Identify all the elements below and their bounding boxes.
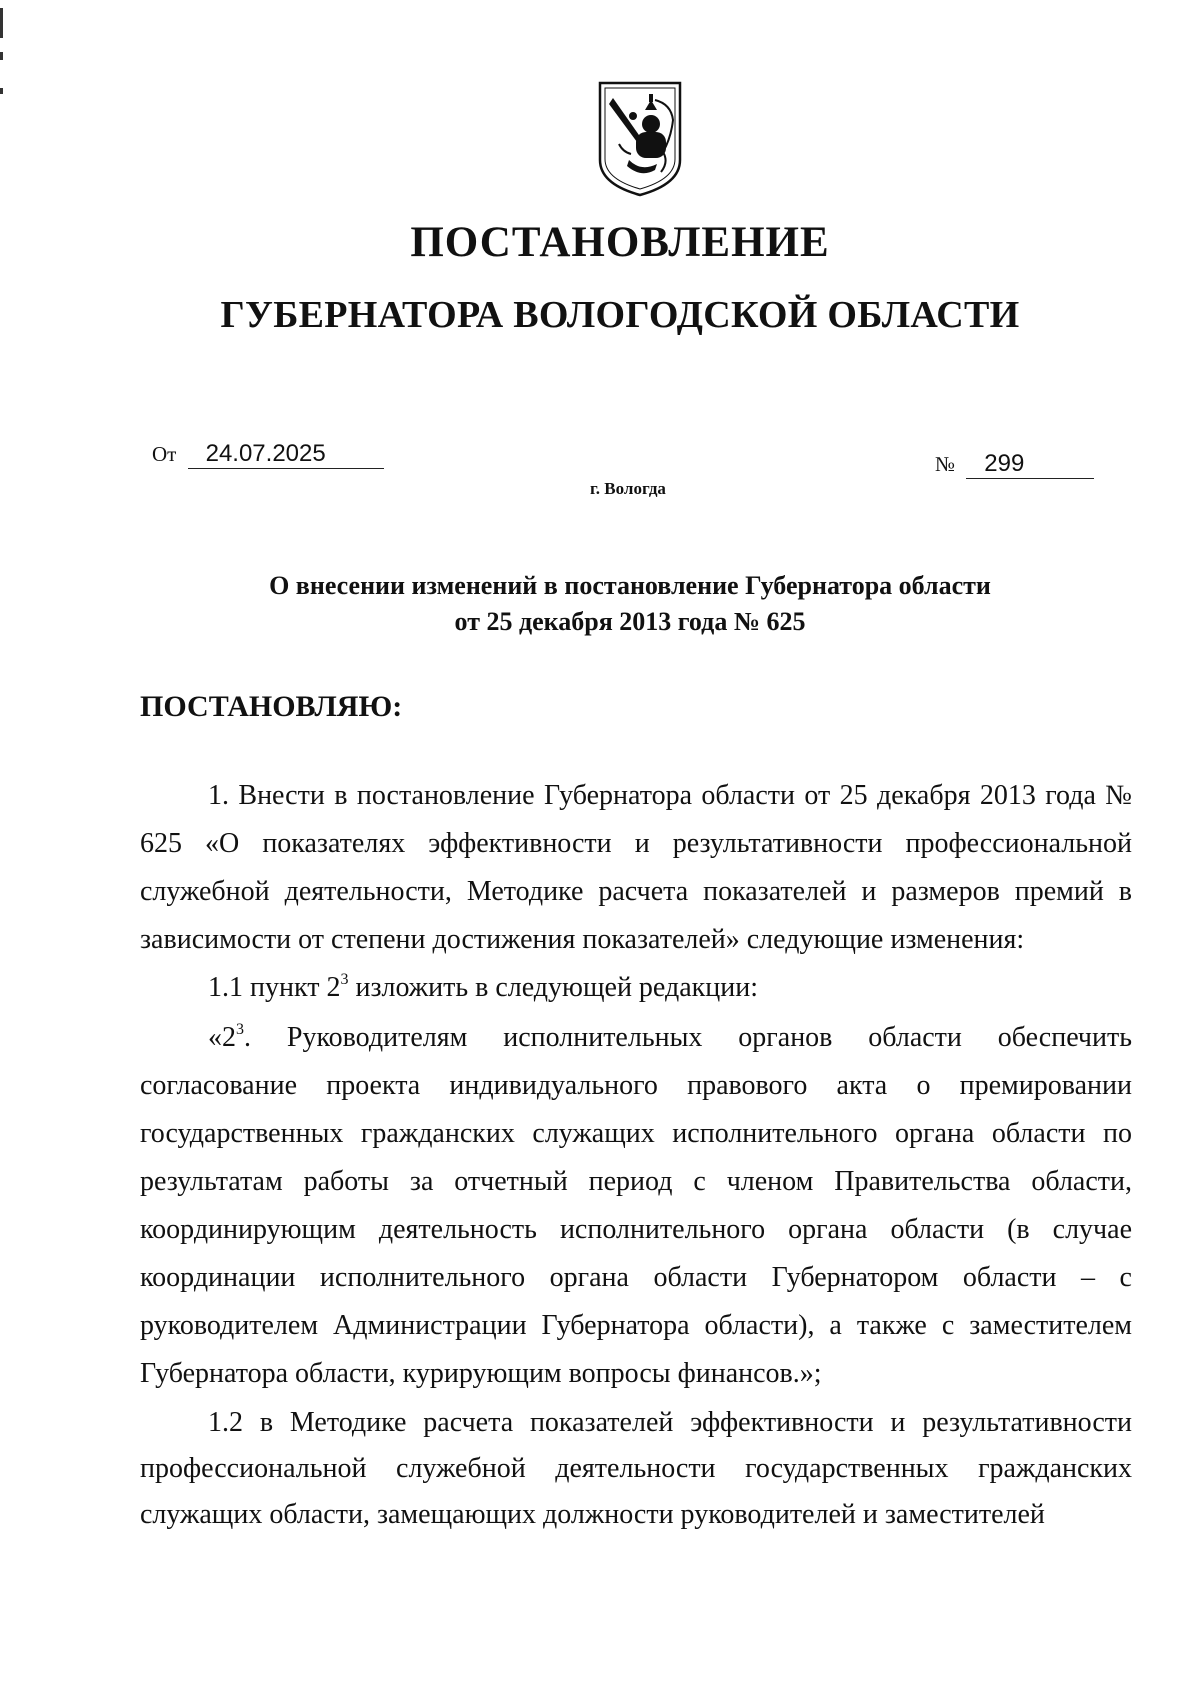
number-field [935,450,1094,479]
paragraph-1: 1. Внести в постановление Губернатора области от 25 декабря 2013 года № 625 «О показателях эффективности и результативности профессиональной служебной деятельности, Методике расчета показателей и размеров премий в зависимости от степени достижения показателей» следующие изменения: [140,780,1132,955]
paragraph-text: . Руководителям исполнительных органов области обеспечить согласование проекта индивидуального правового акта о премировании государственных гражданских служащих исполнительного органа области по результатам работы за отчетный период с членом Правительства области, координирующим деятельность исполнительного органа области (в случае координации исполнительного органа области Губернатором области – с руководителем Администрации Губернатора области), а также с заместителем Губернатора области, курирующим вопросы финансов.»; [140,1022,1132,1389]
vologda-coat-of-arms-icon [597,80,683,198]
paragraph-1-1 [140,964,1132,1012]
paragraph-text: «2 [208,1022,236,1053]
paragraph-1-2: 1.2 в Методике расчета показателей эффективности и результативности профессиональной служебной деятельности государственных гражданских служащих области, замещающих должности руководителей и заместителей [140,1407,1132,1530]
decree-heading: ПОСТАНОВЛЯЮ: [140,690,403,723]
scan-edge-mark [0,88,3,94]
document-title: ПОСТАНОВЛЕНИЕ [410,219,830,266]
city-label: г. Вологда [590,479,666,498]
document-issuer: ГУБЕРНАТОРА ВОЛОГОДСКОЙ ОБЛАСТИ [220,294,1020,336]
subject-line: О внесении изменений в постановление Губернатора области [269,571,991,600]
scan-edge-mark [0,8,3,38]
superscript: 3 [236,1021,244,1038]
scan-edge-mark [0,52,3,60]
superscript: 3 [340,971,349,988]
date-prefix: От [152,442,177,466]
date-value: 24.07.2025 [188,440,384,469]
document-subject [0,568,1200,640]
date-field [152,440,384,469]
paragraph-quoted-point [140,1014,1132,1398]
number-value: 299 [966,450,1094,479]
subject-line: от 25 декабря 2013 года № 625 [454,607,806,636]
number-prefix: № [935,452,956,476]
paragraph-text: 1.1 пункт 2 [208,972,341,1003]
paragraph-text: изложить в следующей редакции: [348,972,758,1003]
